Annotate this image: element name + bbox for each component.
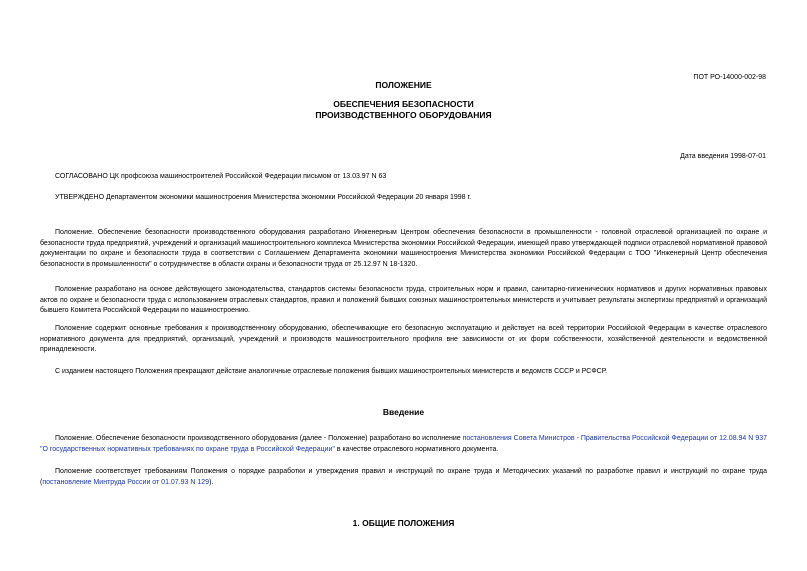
preamble-paragraph-4: С изданием настоящего Положения прекращают действие аналогичные отраслевые положения бывших машиностроительных министерств и ведомств СССР и РСФСР. (55, 368, 608, 375)
introduction-paragraph-2-text-start: Положение соответствует требованиям Положения о порядке разработки и утверждения правил и инструкций по охране труда и Методических указаний по разработке правил и инструкций по охране труда ( (40, 468, 767, 486)
introduction-paragraph-2-text-end: ). (209, 478, 214, 486)
agreed-statement: СОГЛАСОВАНО ЦК профсоюза машиностроителей Российской Федерации письмом от 13.03.97 N 63 (55, 173, 387, 180)
preamble-paragraph-3: Положение содержит основные требования к производственному оборудованию, обеспечивающие его безопасную эксплуатацию и действует на всей территории Российской Федерации в качестве отраслевого нормативного документа для предприятий, организаций, учреждений и производств машиностроительного профиля вне зависимости от их форм собственности, хозяйственной деятельности и ведомственной принадлежности. (40, 325, 767, 353)
document-code: ПОТ РО-14000-002-98 (693, 74, 766, 81)
introduction-paragraph-2 (40, 467, 767, 488)
introduction-paragraph-1 (40, 434, 767, 455)
preamble-paragraph-1: Положение. Обеспечение безопасности производственного оборудования разработано Инженерным Центром обеспечения безопасности в промышленности - головной отраслевой организацией по охране и безопасности труда предприятий, учреждений и организаций машиностроительного комплекса Министерства экономики Российской Федерации, имеющей право утверждающей подписи отраслевой нормативной правовой документации по охране и безопасности труда в соответствии с Соглашением Департамента экономики машиностроения Министерства экономики Российской Федерации с ТОО "Инженерный Центр обеспечения безопасности в промышленности" о сотрудничестве в области охраны и безопасности труда от 25.12.97 N 18-1320. (40, 229, 767, 268)
introduction-paragraph-1-text-end: в качестве отраслевого нормативного документа. (334, 445, 499, 453)
preamble-paragraph-2: Положение разработано на основе действующего законодательства, стандартов системы безопасности труда, строительных норм и правил, санитарно-гигиенических нормативов и других нормативных правовых актов по охране и безопасности труда с использованием отраслевых стандартов, правил и положений бывших союзных машиностроительных министерств и учитывает результаты экспертизы предприятий и организаций бывшего Комитета Российской Федерации по машиностроению. (40, 286, 767, 314)
introduction-paragraph-1-text-start: Положение. Обеспечение безопасности производственного оборудования (далее - Положение) разработано во исполнение (55, 435, 463, 442)
introduction-date: Дата введения 1998-07-01 (680, 153, 766, 160)
government-decree-link[interactable]: постановления Совета Министров - Правительства Российской Федерации от 12.08.94 N 937 "О государственных нормативных требованиях по охране труда в Российской Федерации" (40, 435, 767, 453)
document-title: ПОЛОЖЕНИЕ (375, 80, 432, 90)
mintrud-resolution-link[interactable]: постановление Минтруда России от 01.07.93 N 129 (42, 478, 210, 486)
document-subtitle-line1: ОБЕСПЕЧЕНИЯ БЕЗОПАСНОСТИ (333, 99, 474, 109)
document-subtitle-line2: ПРОИЗВОДСТВЕННОГО ОБОРУДОВАНИЯ (315, 110, 492, 120)
approved-statement: УТВЕРЖДЕНО Департаментом экономики машиностроения Министерства экономики Российской Федерации 20 января 1998 г. (55, 194, 472, 201)
introduction-heading: Введение (382, 407, 425, 417)
section-1-heading: 1. ОБЩИЕ ПОЛОЖЕНИЯ (352, 518, 455, 528)
